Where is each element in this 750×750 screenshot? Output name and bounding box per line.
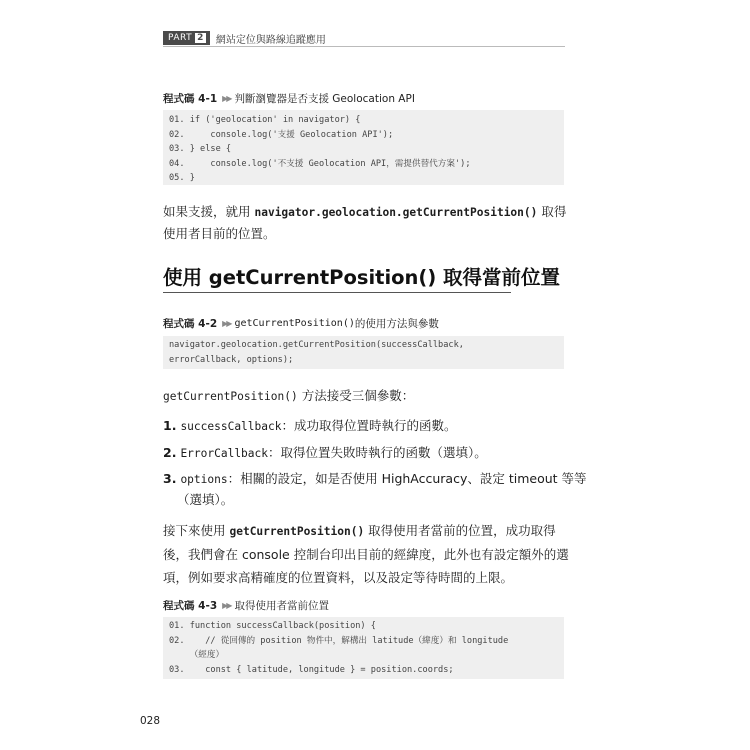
listing-caption-text: 取得使用者當前位置 [234, 600, 329, 612]
code-block [163, 617, 564, 679]
double-arrow-icon: ▶▶ [222, 319, 231, 328]
code-line: 03. const { latitude, longitude } = position.coords; [169, 664, 454, 675]
code-block [163, 110, 564, 185]
listing-label: 程式碼 4-3 [163, 600, 218, 612]
text-line: 後，我們會在 console 控制台印出目前的經緯度，此外也有設定額外的選 [163, 547, 569, 562]
listing-caption-text: 的使用方法與參數 [354, 318, 439, 330]
code-line: 03. } else { [169, 144, 232, 154]
list-item [163, 416, 457, 437]
text-line: 使用者目前的位置。 [163, 226, 276, 241]
inline-code: getCurrentPosition() [234, 318, 355, 329]
inline-code: getCurrentPosition() [229, 525, 365, 538]
listing-caption [163, 91, 415, 106]
param-name: ErrorCallback [180, 447, 268, 460]
param-description: ：成功取得位置時執行的函數。 [281, 418, 457, 433]
listing-caption [163, 316, 439, 331]
code-line: （經度） [169, 650, 225, 660]
part-number: 2 [197, 33, 204, 43]
section-heading: 使用 getCurrentPosition() 取得當前位置 [163, 266, 561, 289]
text-run: 取得 [537, 204, 567, 219]
param-name: options [180, 473, 228, 486]
paragraph [163, 385, 565, 407]
text-run: 方法接受三個參數： [297, 388, 415, 403]
text-line: 項，例如要求高精確度的位置資料，以及設定等待時間的上限。 [163, 570, 514, 585]
code-line: 02. console.log('支援 Geolocation API'); [169, 129, 394, 140]
heading-rule [163, 292, 511, 293]
listing-label: 程式碼 4-1 [163, 93, 218, 105]
param-description: ：相關的設定，如是否使用 HighAccuracy、設定 timeout 等等 [227, 471, 587, 486]
code-line: 05. } [169, 173, 195, 183]
listing-caption-text: 判斷瀏覽器是否支援 Geolocation API [234, 93, 415, 105]
listing-label: 程式碼 4-2 [163, 318, 218, 330]
code-line: navigator.geolocation.getCurrentPosition(successCallback, [169, 340, 464, 350]
page-number: 028 [140, 715, 161, 727]
param-name: successCallback [180, 420, 282, 433]
list-item [163, 443, 487, 464]
chapter-title: 網站定位與路線追蹤應用 [215, 34, 326, 46]
list-number: 2. [163, 445, 177, 460]
inline-code: getCurrentPosition() [163, 390, 298, 403]
paragraph [163, 201, 565, 244]
text-run: 取得使用者當前的位置，成功取得 [364, 523, 556, 538]
code-line: 01. function successCallback(position) { [169, 621, 376, 631]
code-line: errorCallback, options); [169, 354, 294, 365]
code-block [163, 336, 564, 369]
part-badge [163, 31, 210, 45]
list-item [163, 469, 587, 510]
double-arrow-icon: ▶▶ [222, 94, 231, 103]
text-run: 接下來使用 [163, 523, 230, 538]
code-line: 04. console.log('不支援 Geolocation API，需提供替代方案'); [169, 158, 471, 169]
part-label: PART [168, 33, 193, 43]
running-header [163, 31, 326, 45]
list-number: 3. [163, 471, 177, 486]
header-rule [163, 46, 565, 47]
listing-caption [163, 598, 329, 613]
paragraph [163, 519, 569, 589]
list-number: 1. [163, 418, 177, 433]
param-description-continued: （選填）。 [177, 492, 234, 507]
code-line: 02. // 從回傳的 position 物件中，解構出 latitude（緯度）和 longitude [169, 635, 509, 646]
text-run: 如果支援，就用 [163, 204, 255, 219]
param-description: ：取得位置失敗時執行的函數（選填）。 [268, 445, 487, 460]
inline-code: navigator.geolocation.getCurrentPosition() [254, 206, 538, 219]
code-line: 01. if ('geolocation' in navigator) { [169, 115, 361, 125]
double-arrow-icon: ▶▶ [222, 601, 231, 610]
